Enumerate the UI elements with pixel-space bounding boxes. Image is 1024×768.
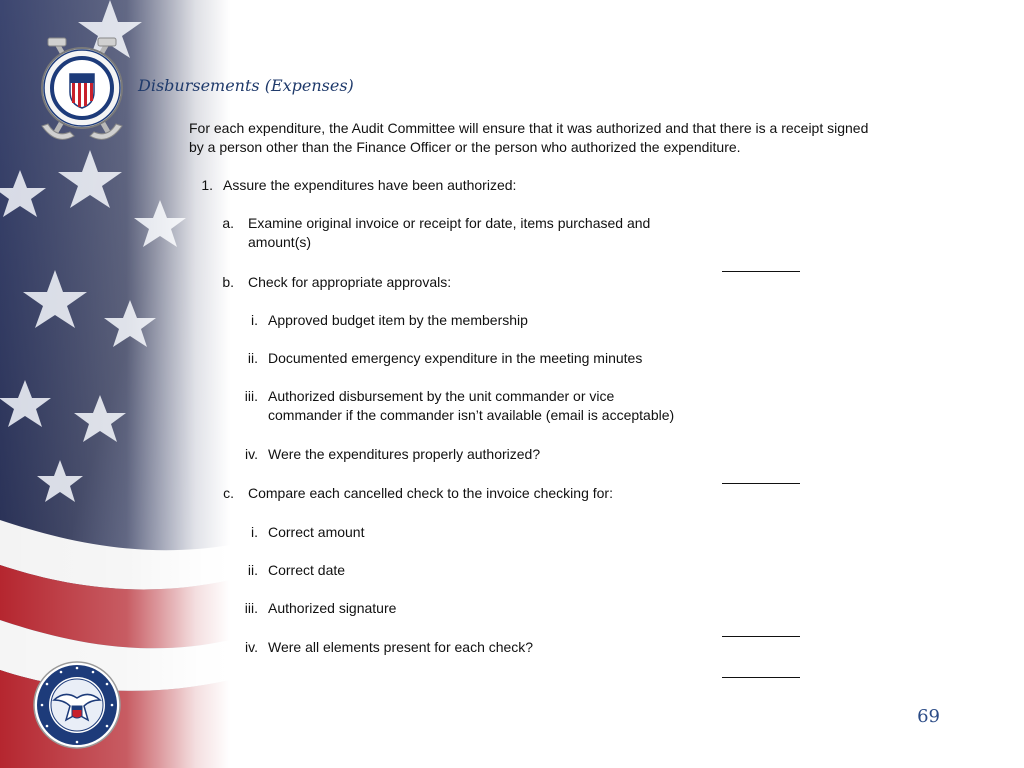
- list-item-text: Correct amount: [268, 524, 365, 540]
- signature-line: [722, 677, 800, 678]
- list-item-text: Were the expenditures properly authorized?: [268, 446, 541, 462]
- list-item-text: commander if the commander isn’t available (email is acceptable): [268, 407, 675, 423]
- list-marker: c.: [223, 485, 234, 501]
- signature-line: [722, 271, 800, 272]
- list-item-text: Authorized signature: [268, 600, 397, 616]
- list-marker: iii.: [244, 388, 258, 404]
- signature-line: [722, 636, 800, 637]
- list-marker: a.: [222, 215, 234, 231]
- slide-title: Disbursements (Expenses): [138, 76, 354, 95]
- list-item-text: Were all elements present for each check?: [268, 639, 534, 655]
- list-item-text: Documented emergency expenditure in the meeting minutes: [268, 350, 643, 366]
- signature-line: [722, 483, 800, 484]
- intro-line: by a person other than the Finance Officer or the person who authorized the expenditure.: [189, 139, 741, 155]
- list-item-text: Authorized disbursement by the unit commander or vice: [268, 388, 615, 404]
- list-item-text: Check for appropriate approvals:: [248, 274, 452, 290]
- list-marker: 1.: [201, 177, 213, 193]
- intro-line: For each expenditure, the Audit Committee will ensure that it was authorized and that there is a receipt signed: [189, 120, 869, 136]
- list-marker: iv.: [245, 639, 258, 655]
- list-marker: ii.: [247, 350, 258, 366]
- list-marker: i.: [251, 312, 258, 328]
- list-marker: iii.: [244, 600, 258, 616]
- list-item-text: Compare each cancelled check to the invoice checking for:: [248, 485, 613, 501]
- list-item-text: amount(s): [248, 234, 312, 250]
- list-marker: b.: [222, 274, 234, 290]
- list-marker: ii.: [247, 562, 258, 578]
- list-marker: iv.: [245, 446, 258, 462]
- dhs-seal-icon: [32, 660, 122, 750]
- list-item-text: Assure the expenditures have been authorized:: [223, 177, 517, 193]
- list-item-text: Correct date: [268, 562, 346, 578]
- page-number: 69: [917, 706, 940, 727]
- list-marker: i.: [251, 524, 258, 540]
- intro-paragraph: [189, 119, 909, 157]
- list-item-text: Approved budget item by the membership: [268, 312, 528, 328]
- uscg-auxiliary-seal-icon: [34, 36, 130, 148]
- list-item-text: Examine original invoice or receipt for date, items purchased and: [248, 215, 651, 231]
